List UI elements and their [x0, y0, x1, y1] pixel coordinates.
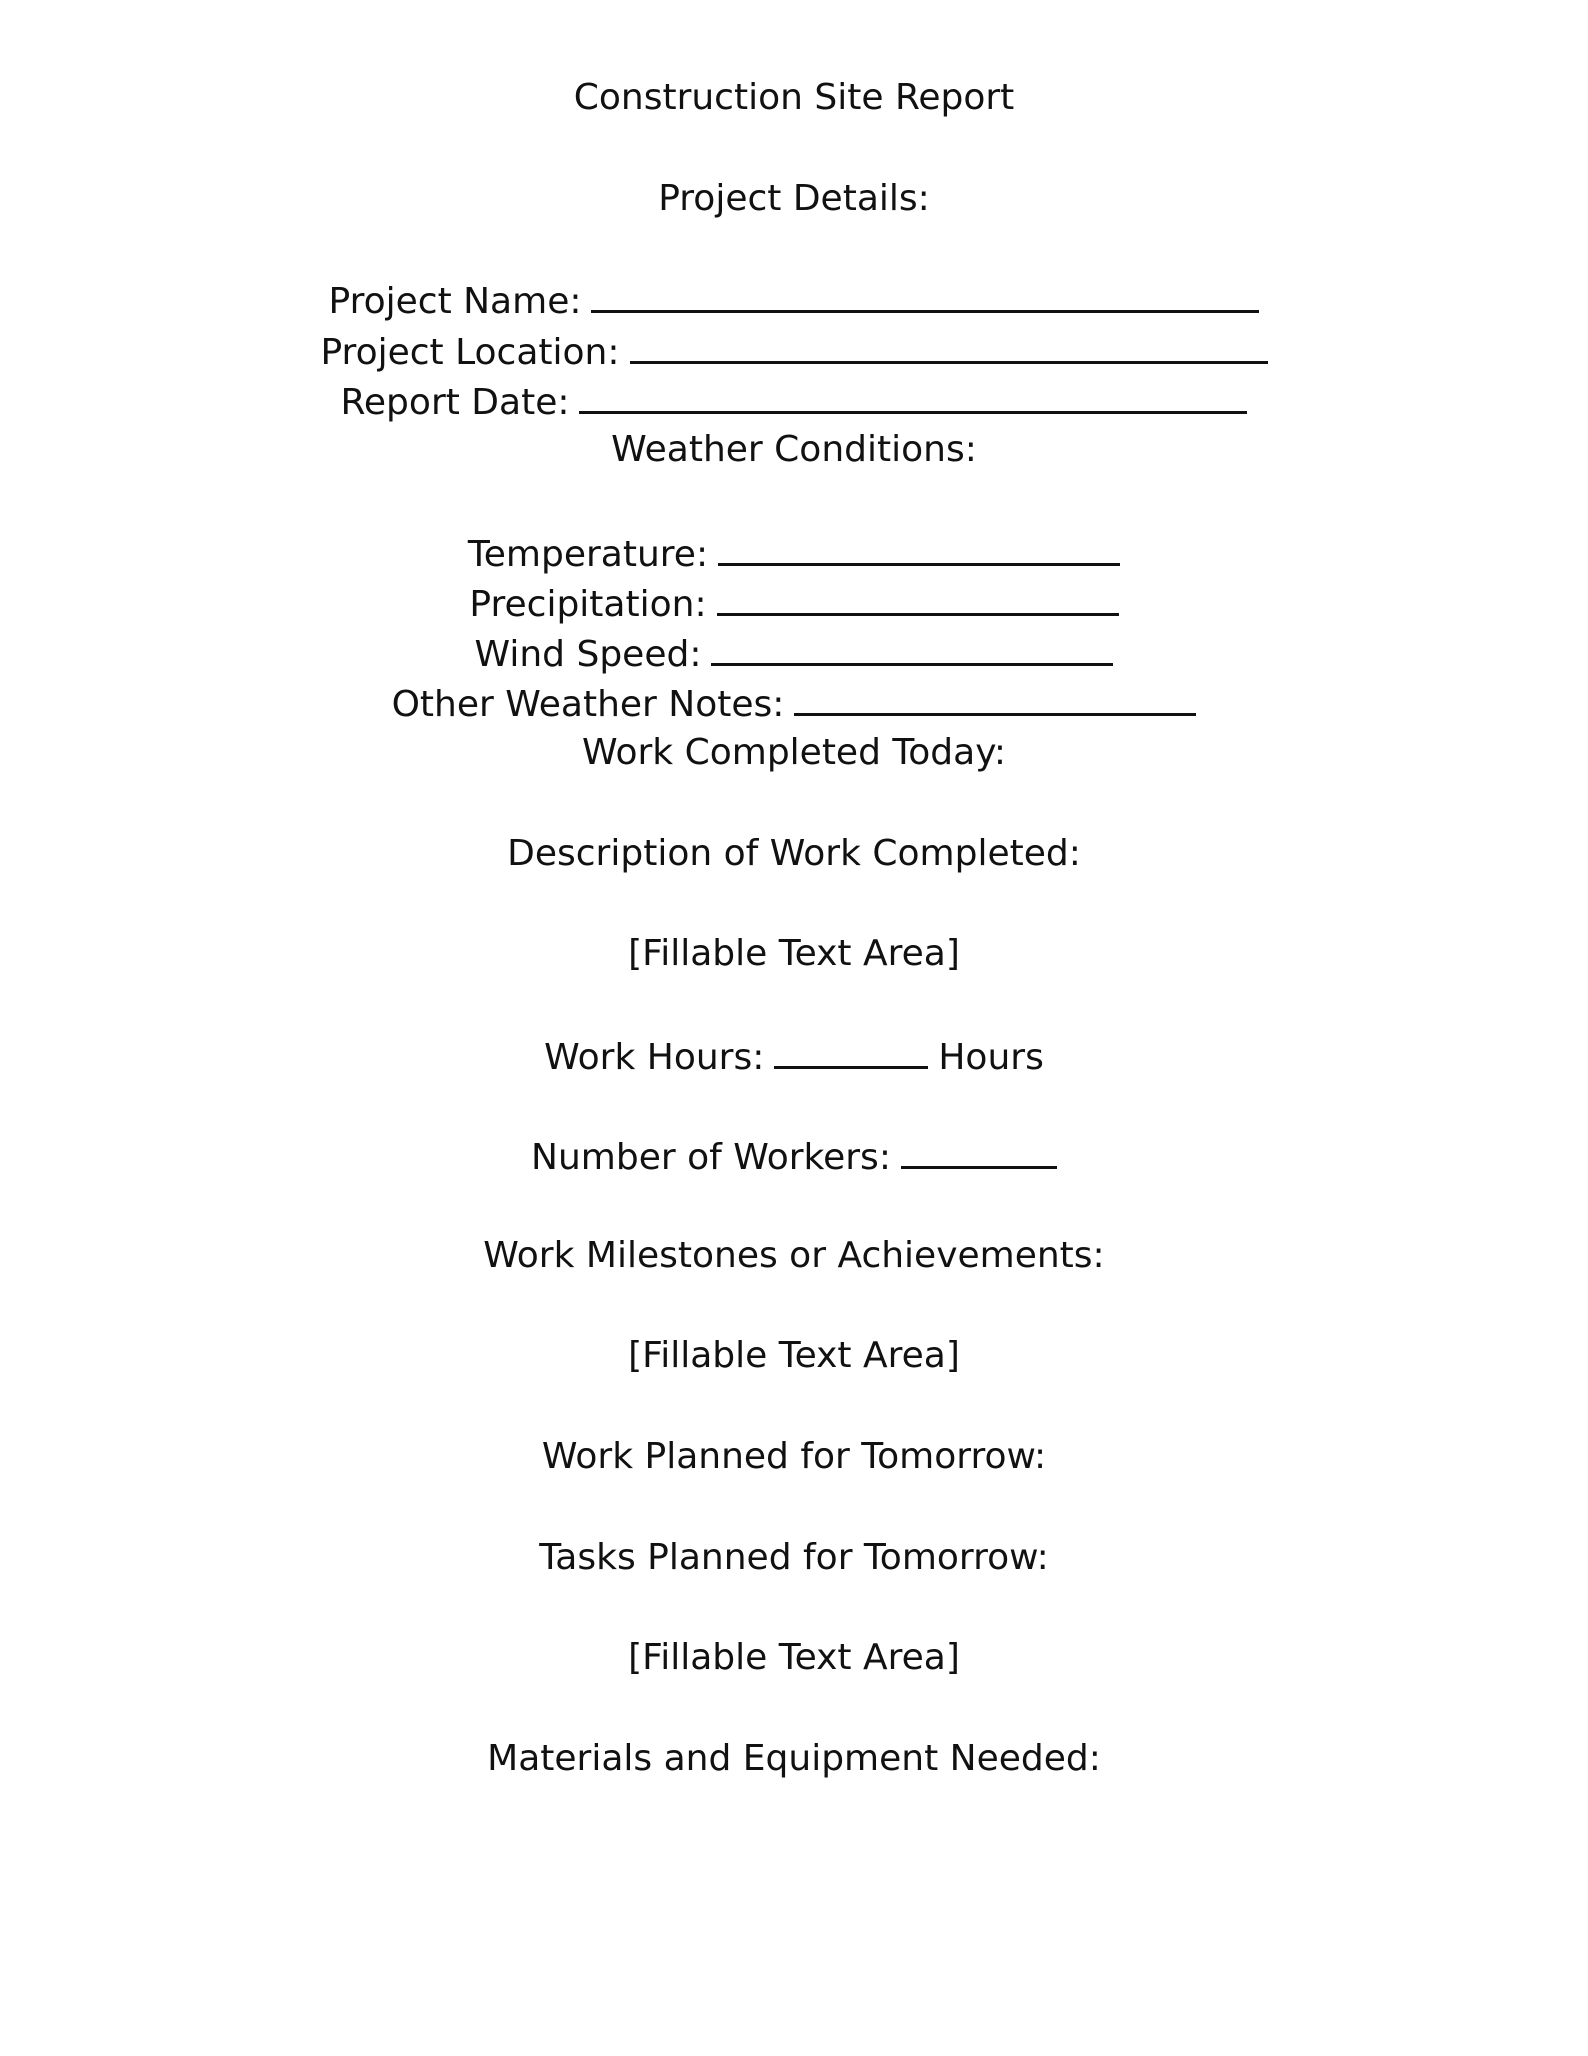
milestones-label [0, 1231, 1588, 1281]
project-location-row [0, 325, 1588, 378]
precipitation-label: Precipitation: [469, 584, 707, 625]
project-name-field[interactable] [591, 274, 1259, 313]
temperature-label: Temperature: [467, 534, 709, 575]
wind-speed-row [0, 627, 1588, 680]
report-date-label: Report Date: [340, 382, 570, 423]
work-completed-heading-text: Work Completed Today: [581, 732, 1007, 773]
project-location-field[interactable] [630, 325, 1268, 364]
work-hours-unit: Hours [938, 1037, 1044, 1078]
project-name-label: Project Name: [328, 281, 582, 322]
milestones-text-area-placeholder: [Fillable Text Area] [628, 1335, 960, 1376]
project-location-label: Project Location: [320, 332, 620, 373]
work-hours-label: Work Hours: [544, 1037, 765, 1078]
description-text-area-placeholder: [Fillable Text Area] [628, 933, 960, 974]
description-text-area[interactable] [0, 929, 1588, 979]
wind-speed-field[interactable] [711, 627, 1113, 666]
weather-conditions-heading [0, 425, 1588, 475]
work-planned-heading [0, 1432, 1588, 1482]
work-hours-row [0, 1030, 1588, 1083]
report-date-field[interactable] [579, 375, 1247, 414]
project-details-heading-text: Project Details: [658, 178, 930, 219]
report-title [0, 73, 1588, 123]
work-planned-heading-text: Work Planned for Tomorrow: [541, 1436, 1047, 1477]
description-of-work-label [0, 829, 1588, 879]
weather-conditions-heading-text: Weather Conditions: [611, 429, 977, 470]
number-of-workers-field[interactable] [901, 1130, 1057, 1169]
project-name-row [0, 274, 1588, 327]
number-of-workers-label: Number of Workers: [531, 1137, 891, 1178]
tasks-text-area-placeholder: [Fillable Text Area] [628, 1637, 960, 1678]
report-date-row [0, 375, 1588, 428]
work-completed-heading [0, 728, 1588, 778]
temperature-row [0, 527, 1588, 580]
materials-equipment-heading-text: Materials and Equipment Needed: [487, 1738, 1101, 1779]
materials-equipment-heading [0, 1734, 1588, 1784]
other-weather-notes-field[interactable] [794, 677, 1196, 716]
wind-speed-label: Wind Speed: [474, 634, 702, 675]
tasks-text-area[interactable] [0, 1633, 1588, 1683]
milestones-label-text: Work Milestones or Achievements: [483, 1235, 1105, 1276]
precipitation-field[interactable] [717, 577, 1119, 616]
description-of-work-label-text: Description of Work Completed: [507, 833, 1081, 874]
number-of-workers-row [0, 1130, 1588, 1183]
milestones-text-area[interactable] [0, 1331, 1588, 1381]
work-hours-field[interactable] [774, 1030, 928, 1069]
other-weather-notes-label: Other Weather Notes: [391, 684, 785, 725]
project-details-heading [0, 174, 1588, 224]
precipitation-row [0, 577, 1588, 630]
other-weather-notes-row [0, 677, 1588, 730]
tasks-planned-label [0, 1533, 1588, 1583]
report-title-text: Construction Site Report [573, 77, 1015, 118]
temperature-field[interactable] [718, 527, 1120, 566]
tasks-planned-label-text: Tasks Planned for Tomorrow: [539, 1537, 1049, 1578]
